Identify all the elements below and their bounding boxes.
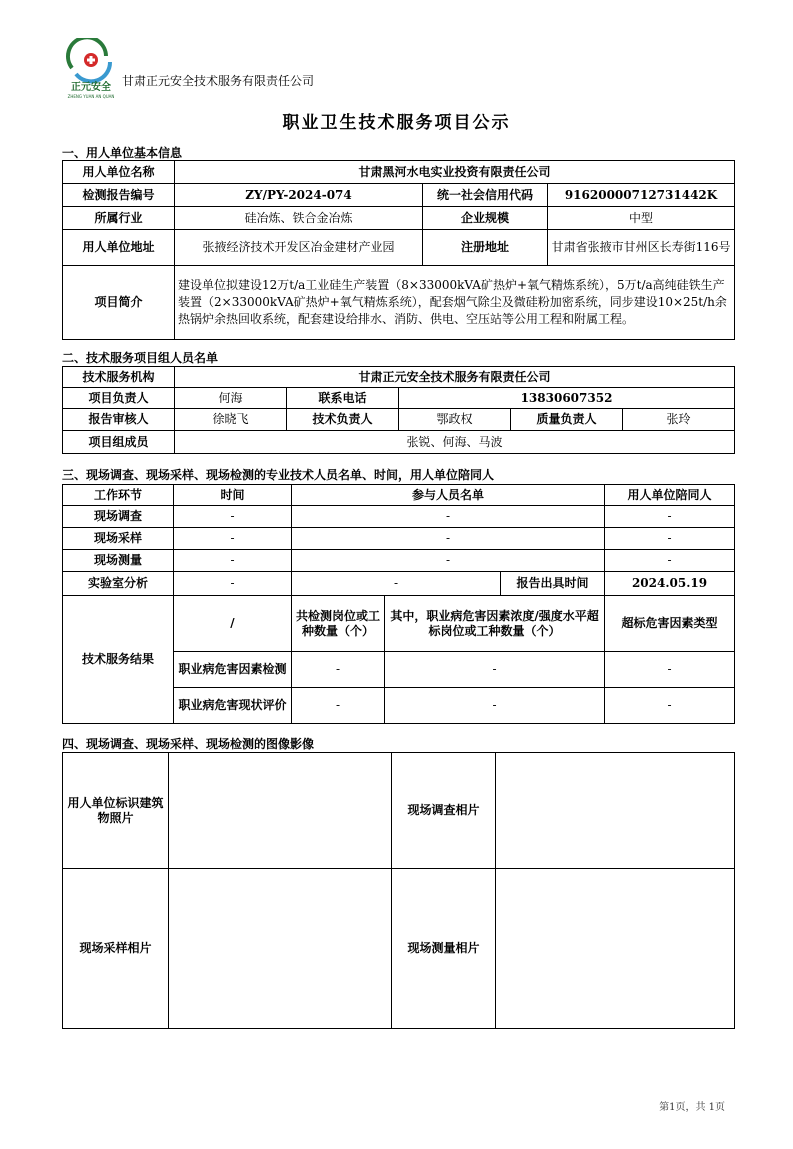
- time-cell: -: [174, 528, 292, 550]
- reg-address-label: 注册地址: [423, 230, 548, 266]
- time-cell: -: [174, 550, 292, 572]
- col-time: 时间: [174, 485, 292, 506]
- result-exceed-cell: -: [385, 652, 605, 688]
- photo4-label: 现场测量相片: [392, 869, 496, 1029]
- people-cell: -: [292, 550, 605, 572]
- stage-cell: 现场测量: [63, 550, 174, 572]
- svg-text:ZHENG YUAN AN QUAN: ZHENG YUAN AN QUAN: [67, 94, 115, 99]
- scale-value: 中型: [548, 207, 735, 230]
- col-stage: 工作环节: [63, 485, 174, 506]
- page-number: 第1页，共 1页: [659, 1102, 725, 1113]
- photo2-slot: [496, 753, 735, 869]
- fieldwork-table: [62, 484, 735, 724]
- quality-lead-value: 张玲: [623, 409, 735, 431]
- result-label: 技术服务结果: [63, 596, 174, 724]
- photo1-label: 用人单位标识建筑物照片: [63, 753, 169, 869]
- stage-cell: 现场采样: [63, 528, 174, 550]
- manager-value: 何海: [175, 388, 287, 409]
- members-value: 张锐、何海、马波: [175, 431, 735, 454]
- stage-cell: 现场调查: [63, 506, 174, 528]
- result-count-cell: -: [292, 688, 385, 724]
- quality-lead-label: 质量负责人: [511, 409, 623, 431]
- lab-label: 实验室分析: [63, 572, 174, 596]
- table-row: [63, 528, 735, 550]
- photo-table: [62, 752, 735, 1029]
- lab-people: -: [292, 572, 501, 596]
- members-label: 项目组成员: [63, 431, 175, 454]
- unit-name-label: 用人单位名称: [63, 161, 175, 184]
- result-type-cell: -: [605, 652, 735, 688]
- col-people: 参与人员名单: [292, 485, 605, 506]
- industry-label: 所属行业: [63, 207, 175, 230]
- unit-name-value: 甘肃黑河水电实业投资有限责任公司: [175, 161, 735, 184]
- result-col-type: 超标危害因素类型: [605, 596, 735, 652]
- phone-label: 联系电话: [287, 388, 399, 409]
- escort-cell: -: [605, 550, 735, 572]
- tech-lead-value: 鄂政权: [399, 409, 511, 431]
- table-row: [63, 506, 735, 528]
- credit-code-value: 91620000712731442K: [548, 184, 735, 207]
- photo3-label: 现场采样相片: [63, 869, 169, 1029]
- report-no-label: 检测报告编号: [63, 184, 175, 207]
- team-table: [62, 366, 735, 454]
- section1-title: 一、用人单位基本信息: [62, 146, 183, 160]
- svg-text:正元安全: 正元安全: [71, 82, 111, 93]
- escort-cell: -: [605, 506, 735, 528]
- result-col-count: 共检测岗位或工种数量（个）: [292, 596, 385, 652]
- intro-value: 建设单位拟建设12万t/a工业硅生产装置（8×33000kVA矿热炉+氧气精炼系统），5万t/a高纯硅铁生产装置（2×33000kVA矿热炉+氧气精炼系统），配套烟气除尘及微硅粉加密系统，同步建设10×25t/h余热锅炉余热回收系统，配套建设给排水、消防、供电、空压站等公用工程和附属工程。: [175, 266, 735, 340]
- col-escort: 用人单位陪同人: [605, 485, 735, 506]
- address-label: 用人单位地址: [63, 230, 175, 266]
- org-value: 甘肃正元安全技术服务有限责任公司: [175, 367, 735, 388]
- people-cell: -: [292, 528, 605, 550]
- escort-cell: -: [605, 528, 735, 550]
- credit-code-label: 统一社会信用代码: [423, 184, 548, 207]
- reg-address-value: 甘肃省张掖市甘州区长寿街116号: [548, 230, 735, 266]
- result-type-cell: -: [605, 688, 735, 724]
- page-title: 职业卫生技术服务项目公示: [282, 113, 511, 133]
- result-col-exceed: 其中，职业病危害因素浓度/强度水平超标岗位或工种数量（个）: [385, 596, 605, 652]
- table-row: [63, 550, 735, 572]
- issue-date-value: 2024.05.19: [605, 572, 735, 596]
- phone-value: 13830607352: [399, 388, 735, 409]
- section2-title: 二、技术服务项目组人员名单: [62, 351, 219, 365]
- address-value: 张掖经济技术开发区冶金建材产业园: [175, 230, 423, 266]
- result-item-cell: 职业病危害因素检测: [174, 652, 292, 688]
- company-logo: [62, 38, 120, 100]
- photo1-slot: [169, 753, 392, 869]
- issue-date-label: 报告出具时间: [501, 572, 605, 596]
- intro-label: 项目简介: [63, 266, 175, 340]
- logo-mark-icon: [62, 38, 120, 100]
- photo4-slot: [496, 869, 735, 1029]
- reviewer-value: 徐晓飞: [175, 409, 287, 431]
- result-slash: /: [174, 596, 292, 652]
- industry-value: 硅冶炼、铁合金冶炼: [175, 207, 423, 230]
- unit-info-table: [62, 160, 735, 340]
- photo3-slot: [169, 869, 392, 1029]
- scale-label: 企业规模: [423, 207, 548, 230]
- people-cell: -: [292, 506, 605, 528]
- manager-label: 项目负责人: [63, 388, 175, 409]
- section3-title: 三、现场调查、现场采样、现场检测的专业技术人员名单、时间，用人单位陪同人: [62, 468, 495, 482]
- section4-title: 四、现场调查、现场采样、现场检测的图像影像: [62, 737, 315, 751]
- photo2-label: 现场调查相片: [392, 753, 496, 869]
- result-count-cell: -: [292, 652, 385, 688]
- org-label: 技术服务机构: [63, 367, 175, 388]
- company-name: 甘肃正元安全技术服务有限责任公司: [122, 74, 315, 88]
- lab-time: -: [174, 572, 292, 596]
- result-exceed-cell: -: [385, 688, 605, 724]
- result-item-cell: 职业病危害现状评价: [174, 688, 292, 724]
- reviewer-label: 报告审核人: [63, 409, 175, 431]
- report-no-value: ZY/PY-2024-074: [175, 184, 423, 207]
- time-cell: -: [174, 506, 292, 528]
- tech-lead-label: 技术负责人: [287, 409, 399, 431]
